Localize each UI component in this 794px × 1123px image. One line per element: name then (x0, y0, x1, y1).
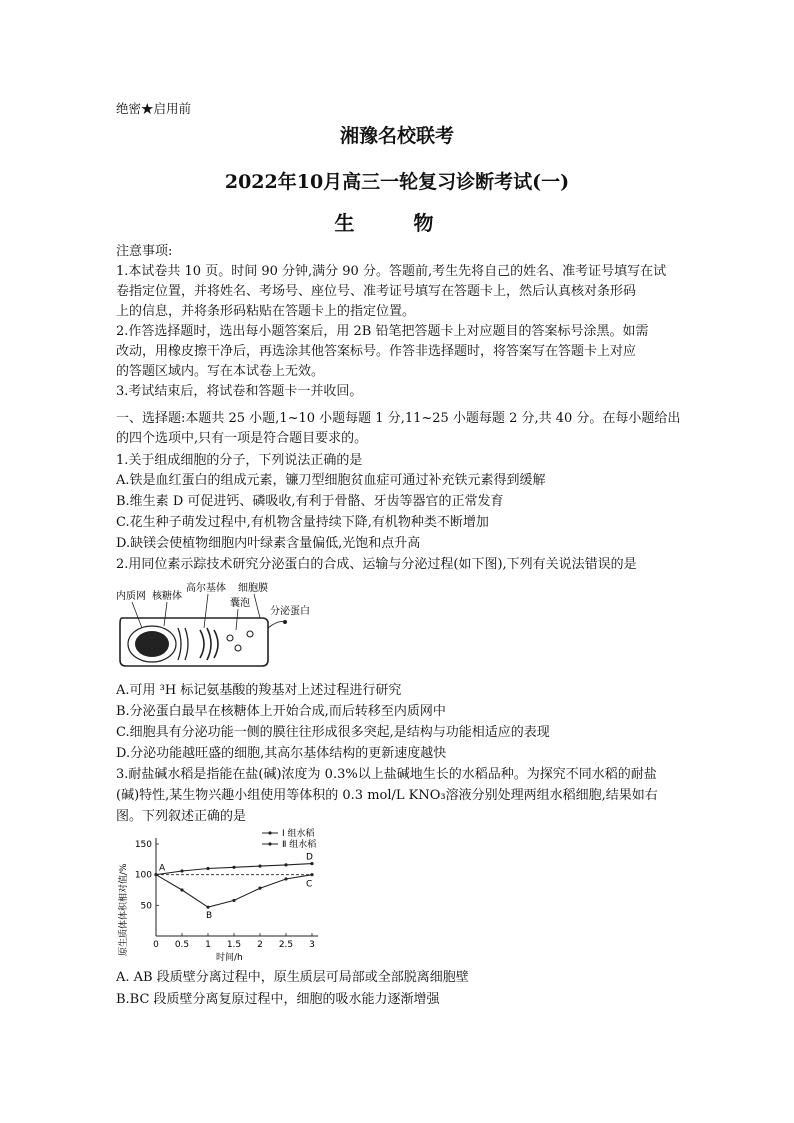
series-point (258, 864, 261, 867)
notes-heading: 注意事项: (116, 244, 173, 259)
legend-label: Ⅰ 组水稻 (282, 829, 315, 839)
section-instruction: 的四个选项中,只有一项是符合题目要求的。 (116, 431, 368, 446)
secretory-cell-diagram (112, 578, 352, 678)
x-tick-label: 1.5 (226, 940, 242, 950)
question-2-option-c: C.细胞具有分泌功能一侧的膜往往形成很多突起,是结构与功能相适应的表现 (116, 725, 550, 740)
series-point (258, 887, 261, 890)
label-secreted-protein: 分泌蛋白 (270, 606, 310, 617)
series-point (180, 888, 183, 891)
series-point (206, 867, 209, 870)
label-vesicle: 囊泡 (230, 598, 250, 609)
series-point (180, 869, 183, 872)
legend-marker (268, 842, 271, 845)
series-point (284, 863, 287, 866)
question-2-option-a: A.可用 ³H 标记氨基酸的羧基对上述过程进行研究 (116, 683, 402, 698)
question-2-option-d: D.分泌功能越旺盛的细胞,其高尔基体结构的更新速度越快 (116, 746, 447, 761)
x-tick-label: 1 (205, 940, 211, 950)
notes-line: 1.本试卷共 10 页。时间 90 分钟,满分 90 分。答题前,考生先将自己的姓名、准考证号填写在试 (116, 264, 667, 279)
series-point (232, 866, 235, 869)
y-tick-label: 50 (140, 901, 152, 912)
x-tick-label: 2 (257, 940, 263, 950)
question-1-option-c: C.花生种子萌发过程中,有机物含量持续下降,有机物种类不断增加 (116, 515, 489, 530)
x-tick-label: 3 (309, 940, 315, 950)
nucleus-shape (135, 631, 169, 657)
label-golgi: 高尔基体 (186, 583, 226, 594)
notes-line: 上的信息，并将条形码粘贴在答题卡上的指定位置。 (116, 304, 416, 319)
exam-title: 2022年10月高三一轮复习诊断考试(一) (224, 171, 570, 193)
subject-title: 生 物 (334, 211, 460, 235)
question-1-option-d: D.缺镁会使植物细胞内叶绿素含量偏低,光饱和点升高 (116, 536, 421, 551)
y-axis-label: 原生质体体积相对值/% (119, 863, 129, 956)
question-3-stem: (碱)特性,某生物兴趣小组使用等体积的 0.3 mol/L KNO₃溶液分别处理两组水稻细胞,结果如右 (116, 788, 658, 803)
point-label-d: D (306, 852, 313, 863)
series-point (232, 899, 235, 902)
section-instruction: 一、选择题:本题共 25 小题,1~10 小题每题 1 分,11~25 小题每题 2 分,共 40 分。在每小题给出 (116, 411, 681, 426)
notes-line: 改动，用橡皮擦干净后，再选涂其他答案标号。作答非选择题时，将答案写在答题卡上对应 (116, 344, 637, 359)
point-label-c: C (306, 879, 313, 890)
top-secret-label: 绝密★启用前 (116, 101, 192, 116)
series-point (284, 877, 287, 880)
x-tick-label: 0 (153, 940, 159, 950)
legend-marker (268, 831, 271, 834)
question-1-option-b: B.维生素 D 可促进钙、磷吸收,有利于骨骼、牙齿等器官的正常发育 (116, 494, 504, 509)
school-title: 湘豫名校联考 (339, 125, 454, 147)
question-1-option-a: A.铁是血红蛋白的组成元素，镰刀型细胞贫血症可通过补充铁元素得到缓解 (116, 473, 546, 488)
series-line-2 (156, 864, 312, 875)
label-ribosome: 核糖体 (152, 591, 182, 602)
protoplast-volume-chart (112, 824, 342, 964)
notes-line: 3.考试结束后，将试卷和答题卡一并收回。 (116, 384, 363, 399)
point-label-a: A (159, 863, 166, 874)
question-3-option-a: A. AB 段质壁分离过程中，原生质层可局部或全部脱离细胞壁 (116, 970, 469, 985)
series-point (206, 906, 209, 909)
question-2-option-b: B.分泌蛋白最早在核糖体上开始合成,而后转移至内质网中 (116, 704, 446, 719)
y-tick-label: 100 (134, 870, 152, 881)
question-3-option-b: B.BC 段质壁分离复原过程中，细胞的吸水能力逐渐增强 (116, 992, 440, 1007)
notes-line: 2.作答选择题时，选出每小题答案后，用 2B 铅笔把答题卡上对应题目的答案标号涂黑。如需 (116, 324, 649, 339)
x-axis-label: 时间/h (216, 953, 243, 963)
question-2-stem: 2.用同位素示踪技术研究分泌蛋白的合成、运输与分泌过程(如下图),下列有关说法错误的是 (116, 557, 637, 572)
label-er: 内质网 (116, 591, 146, 602)
legend-label: Ⅱ 组水稻 (282, 840, 317, 850)
point-label-b: B (206, 911, 213, 922)
notes-line: 卷指定位置，并将姓名、考场号、座位号、准考证号填写在答题卡上，然后认真核对条形码 (116, 284, 637, 299)
series-point (310, 873, 313, 876)
notes-line: 的答题区域内。写在本试卷上无效。 (116, 364, 325, 379)
series-point (154, 873, 157, 876)
x-tick-label: 2.5 (278, 940, 294, 950)
question-1-stem: 1.关于组成细胞的分子，下列说法正确的是 (116, 453, 363, 468)
x-tick-label: 0.5 (174, 940, 190, 950)
label-membrane: 细胞膜 (238, 583, 268, 594)
question-3-stem: 3.耐盐碱水稻是指能在盐(碱)浓度为 0.3%以上盐碱地生长的水稻品种。为探究不同水稻的耐盐 (116, 767, 657, 782)
series-line-1 (156, 875, 312, 908)
y-tick-label: 150 (134, 840, 152, 850)
question-3-stem: 图。下列叙述正确的是 (116, 809, 247, 824)
